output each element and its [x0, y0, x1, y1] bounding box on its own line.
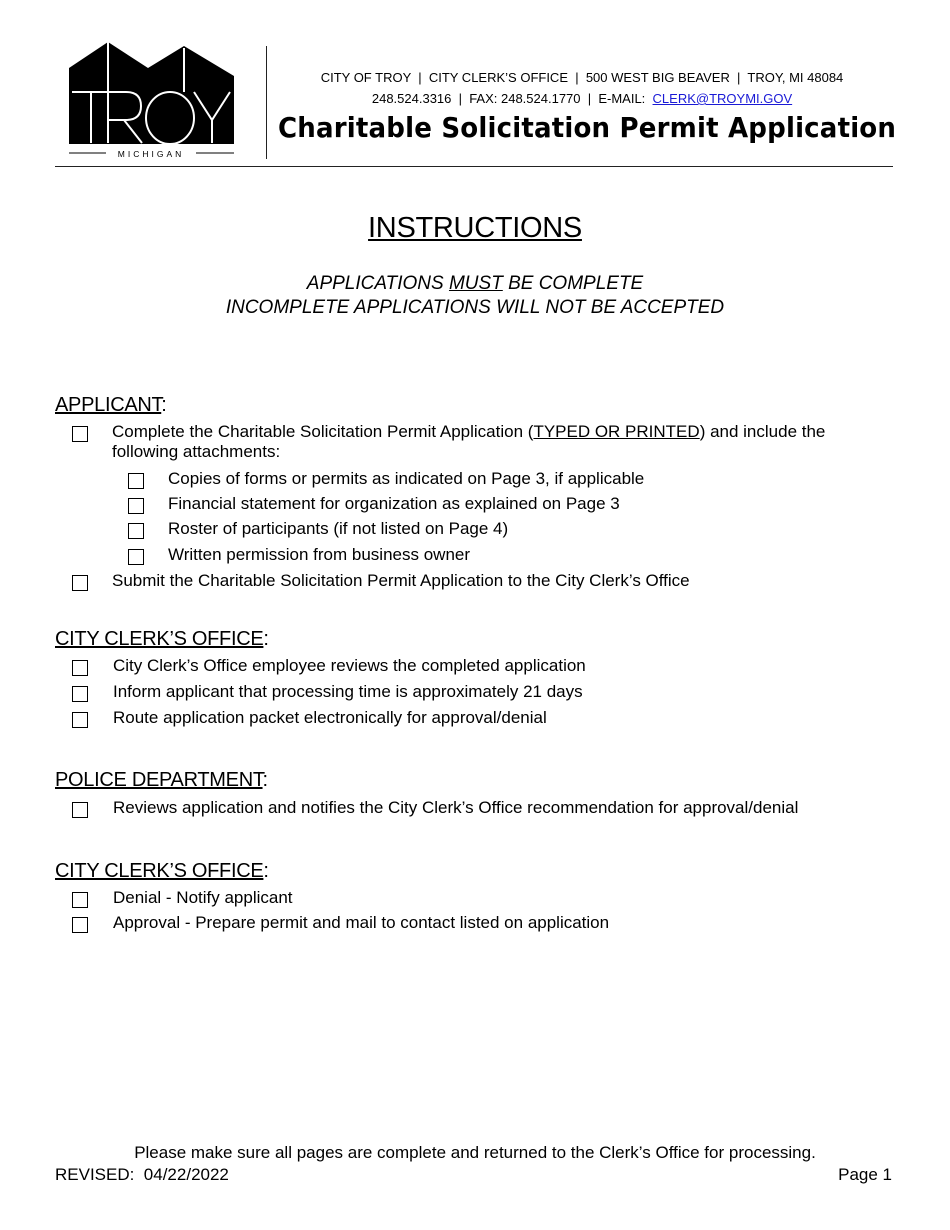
checkbox[interactable]: [128, 473, 144, 489]
clerk-final-step: Denial - Notify applicant: [113, 888, 293, 907]
applicant-heading: APPLICANT:: [55, 394, 167, 416]
completeness-notice: [0, 273, 950, 295]
email-link[interactable]: CLERK@TROYMI.GOV: [652, 91, 793, 106]
form-title: Charitable Solicitation Permit Application: [278, 111, 897, 144]
notice-emphasis: MUST: [448, 273, 503, 294]
troy-michigan-logo: [66, 40, 238, 160]
contact-numbers: 248.524.3316 | FAX: 248.524.1770 | E-MAIL:: [371, 91, 653, 106]
clerk-office-heading: CITY CLERK’S OFFICE:: [55, 628, 269, 650]
clerk-step: Inform applicant that processing time is approximately 21 days: [113, 682, 583, 701]
checkbox[interactable]: [72, 426, 88, 442]
clerk-step: Route application packet electronically for approval/denial: [113, 708, 547, 727]
checkbox[interactable]: [72, 660, 88, 676]
police-step: Reviews application and notifies the City Clerk’s Office recommendation for approval/denial: [113, 798, 799, 817]
checkbox[interactable]: [128, 523, 144, 539]
attachment-item: Roster of participants (if not listed on Page 4): [168, 519, 509, 538]
checkbox[interactable]: [72, 712, 88, 728]
heading-text: APPLICANT: [55, 394, 162, 416]
checkbox[interactable]: [72, 917, 88, 933]
step-emphasis: TYPED OR PRINTED: [533, 422, 700, 441]
revised-date: REVISED: 04/22/2022: [55, 1165, 229, 1184]
attachment-item: Written permission from business owner: [168, 545, 471, 564]
checkbox[interactable]: [72, 892, 88, 908]
police-heading: POLICE DEPARTMENT:: [55, 769, 268, 791]
clerk-step: City Clerk’s Office employee reviews the completed application: [113, 656, 586, 675]
header-divider: [266, 46, 267, 159]
clerk-office-final-heading: CITY CLERK’S OFFICE:: [55, 860, 269, 882]
instructions-title: INSTRUCTIONS: [368, 212, 582, 244]
page-number: Page 1: [838, 1165, 892, 1184]
step-text: ) and include the following attachments:: [112, 422, 826, 461]
notice-text: BE COMPLETE: [502, 273, 644, 294]
applicant-step-submit: Submit the Charitable Solicitation Permit Application to the City Clerk’s Office: [112, 571, 690, 590]
heading-text: POLICE DEPARTMENT: [55, 769, 263, 791]
applicant-step-complete-application: [112, 422, 872, 462]
office-address: CITY OF TROY | CITY CLERK’S OFFICE | 500 WEST BIG BEAVER | TROY, MI 48084: [320, 70, 844, 85]
step-text: Complete the Charitable Solicitation Permit Application (: [112, 422, 534, 441]
checkbox[interactable]: [72, 686, 88, 702]
office-contact: [276, 91, 888, 106]
attachment-item: Copies of forms or permits as indicated on Page 3, if applicable: [168, 469, 645, 488]
heading-text: CITY CLERK’S OFFICE: [55, 628, 264, 650]
header-rule: [55, 166, 893, 167]
clerk-final-step: Approval - Prepare permit and mail to contact listed on application: [113, 913, 610, 932]
checkbox[interactable]: [72, 575, 88, 591]
checkbox[interactable]: [128, 549, 144, 565]
svg-text:MICHIGAN: MICHIGAN: [117, 149, 185, 159]
checkbox[interactable]: [72, 802, 88, 818]
footer-note: Please make sure all pages are complete and returned to the Clerk’s Office for processing.: [134, 1143, 816, 1162]
rejection-notice: INCOMPLETE APPLICATIONS WILL NOT BE ACCEPTED: [225, 297, 725, 318]
attachment-item: Financial statement for organization as explained on Page 3: [168, 494, 620, 513]
notice-text: APPLICATIONS: [306, 273, 449, 294]
checkbox[interactable]: [128, 498, 144, 514]
heading-text: CITY CLERK’S OFFICE: [55, 860, 264, 882]
